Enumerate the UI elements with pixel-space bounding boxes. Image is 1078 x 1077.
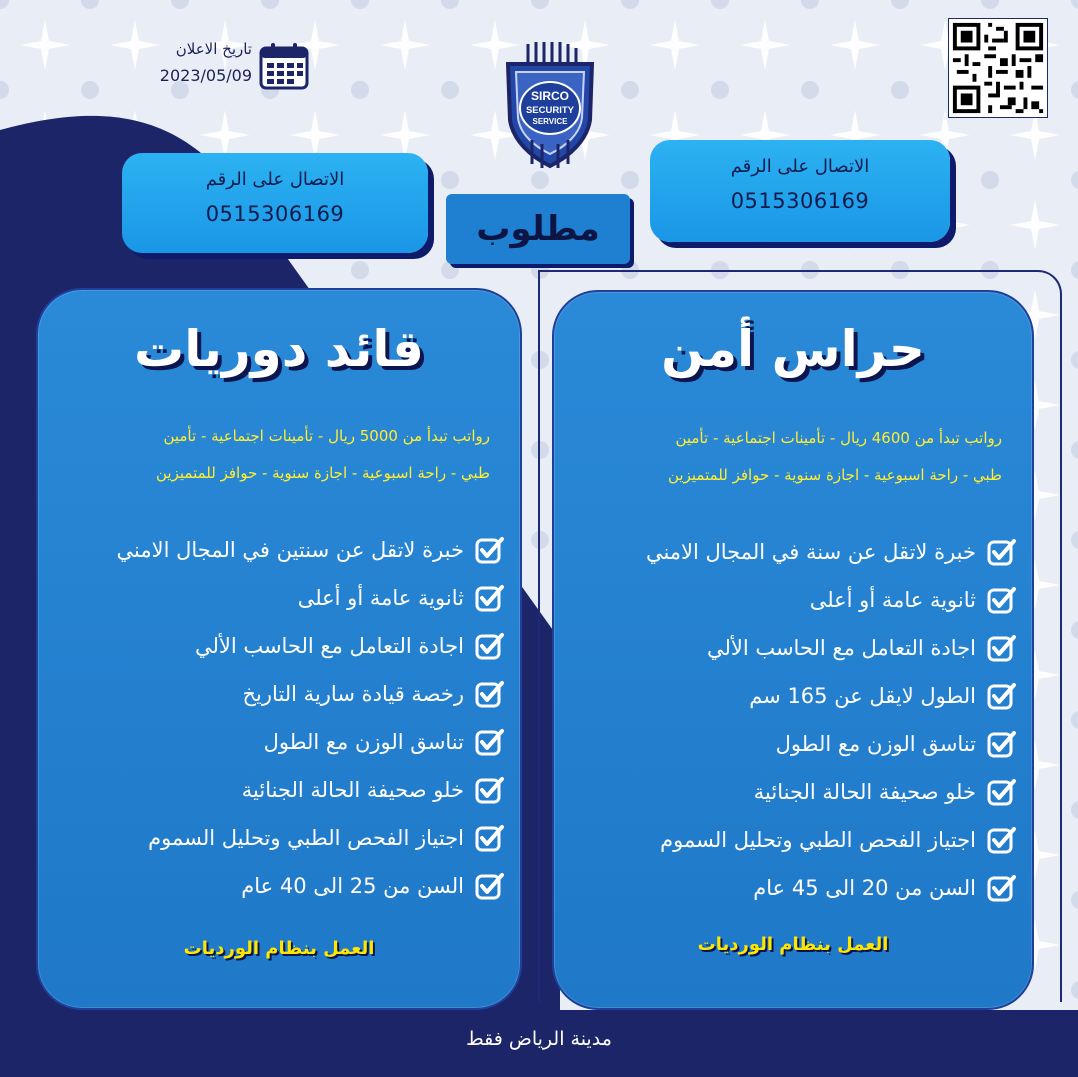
- requirements-list: [570, 528, 1016, 912]
- qr-code-icon: [948, 18, 1048, 118]
- requirement-item: [570, 768, 1016, 816]
- logo-text-2: SECURITY: [525, 105, 575, 116]
- checkbox-checked-icon: [474, 535, 504, 565]
- job-benefits: [58, 418, 490, 492]
- checkbox-checked-icon: [986, 633, 1016, 663]
- checkbox-checked-icon: [986, 537, 1016, 567]
- requirement-text: ثانوية عامة أو أعلى: [809, 588, 976, 612]
- requirement-item: [54, 718, 504, 766]
- announcement-date-label: تاريخ الاعلان: [175, 40, 252, 58]
- checkbox-checked-icon: [474, 679, 504, 709]
- announcement-date-value: 2023/05/09: [159, 66, 252, 85]
- checkbox-checked-icon: [474, 775, 504, 805]
- requirements-list: [54, 526, 504, 910]
- benefits-line: رواتب تبدأ من 5000 ريال - تأمينات اجتماعية - تأمين: [163, 427, 490, 445]
- requirement-item: [570, 864, 1016, 912]
- checkbox-checked-icon: [986, 585, 1016, 615]
- job-card-security-guards: [552, 290, 1034, 1010]
- contact-phone-number[interactable]: 0515306169: [205, 202, 345, 226]
- location-note: مدينة الرياض فقط: [466, 1028, 612, 1050]
- requirement-item: [570, 672, 1016, 720]
- job-title: حراس أمن: [661, 320, 925, 378]
- requirement-item: [54, 670, 504, 718]
- checkbox-checked-icon: [474, 727, 504, 757]
- requirement-text: السن من 25 الى 40 عام: [241, 874, 464, 898]
- checkbox-checked-icon: [474, 631, 504, 661]
- job-title: قائد دوريات: [134, 320, 424, 378]
- requirement-text: اجادة التعامل مع الحاسب الألي: [194, 634, 464, 658]
- checkbox-checked-icon: [474, 871, 504, 901]
- calendar-icon: [258, 40, 310, 92]
- requirement-text: اجتياز الفحص الطبي وتحليل السموم: [148, 826, 464, 850]
- requirement-item: [54, 862, 504, 910]
- requirement-text: اجادة التعامل مع الحاسب الألي: [706, 636, 976, 660]
- contact-box-right: [650, 140, 950, 242]
- shift-system-note: العمل بنظام الورديات: [183, 938, 375, 959]
- requirement-item: [54, 574, 504, 622]
- requirement-text: تناسق الوزن مع الطول: [263, 730, 464, 754]
- job-benefits: [574, 420, 1002, 494]
- requirement-text: تناسق الوزن مع الطول: [775, 732, 976, 756]
- company-logo: [502, 40, 598, 170]
- wanted-badge: مطلوب: [446, 194, 630, 264]
- requirement-text: خبرة لاتقل عن سنة في المجال الامني: [645, 540, 976, 564]
- contact-phone-number[interactable]: 0515306169: [730, 189, 870, 213]
- requirement-item: [570, 816, 1016, 864]
- checkbox-checked-icon: [986, 681, 1016, 711]
- logo-text-1: SIRCO: [530, 89, 570, 103]
- requirement-item: [54, 622, 504, 670]
- announcement-date-block: [150, 40, 310, 100]
- requirement-text: ثانوية عامة أو أعلى: [297, 586, 464, 610]
- requirement-item: [570, 720, 1016, 768]
- contact-label: الاتصال على الرقم: [205, 169, 345, 190]
- job-card-patrol-leader: [36, 288, 522, 1010]
- checkbox-checked-icon: [986, 729, 1016, 759]
- requirement-item: [54, 814, 504, 862]
- requirement-text: خلو صحيفة الحالة الجنائية: [241, 778, 464, 802]
- requirement-item: [570, 576, 1016, 624]
- requirement-item: [54, 526, 504, 574]
- requirement-text: السن من 20 الى 45 عام: [753, 876, 976, 900]
- benefits-line: طبي - راحة اسبوعية - اجازة سنوية - حوافز للمتميزين: [668, 466, 1002, 484]
- contact-box-left: [122, 153, 428, 253]
- checkbox-checked-icon: [474, 583, 504, 613]
- checkbox-checked-icon: [474, 823, 504, 853]
- checkbox-checked-icon: [986, 873, 1016, 903]
- benefits-line: طبي - راحة اسبوعية - اجازة سنوية - حوافز للمتميزين: [156, 464, 490, 482]
- requirement-item: [570, 624, 1016, 672]
- requirement-text: اجتياز الفحص الطبي وتحليل السموم: [660, 828, 976, 852]
- checkbox-checked-icon: [986, 825, 1016, 855]
- checkbox-checked-icon: [986, 777, 1016, 807]
- requirement-text: خبرة لاتقل عن سنتين في المجال الامني: [116, 538, 464, 562]
- contact-label: الاتصال على الرقم: [730, 156, 870, 177]
- shift-system-note: العمل بنظام الورديات: [697, 934, 889, 955]
- logo-text-3: SERVICE: [532, 117, 568, 126]
- requirement-text: رخصة قيادة سارية التاريخ: [242, 682, 464, 706]
- requirement-text: خلو صحيفة الحالة الجنائية: [753, 780, 976, 804]
- requirement-text: الطول لايقل عن 165 سم: [749, 684, 976, 708]
- requirement-item: [54, 766, 504, 814]
- benefits-line: رواتب تبدأ من 4600 ريال - تأمينات اجتماعية - تأمين: [675, 429, 1002, 447]
- requirement-item: [570, 528, 1016, 576]
